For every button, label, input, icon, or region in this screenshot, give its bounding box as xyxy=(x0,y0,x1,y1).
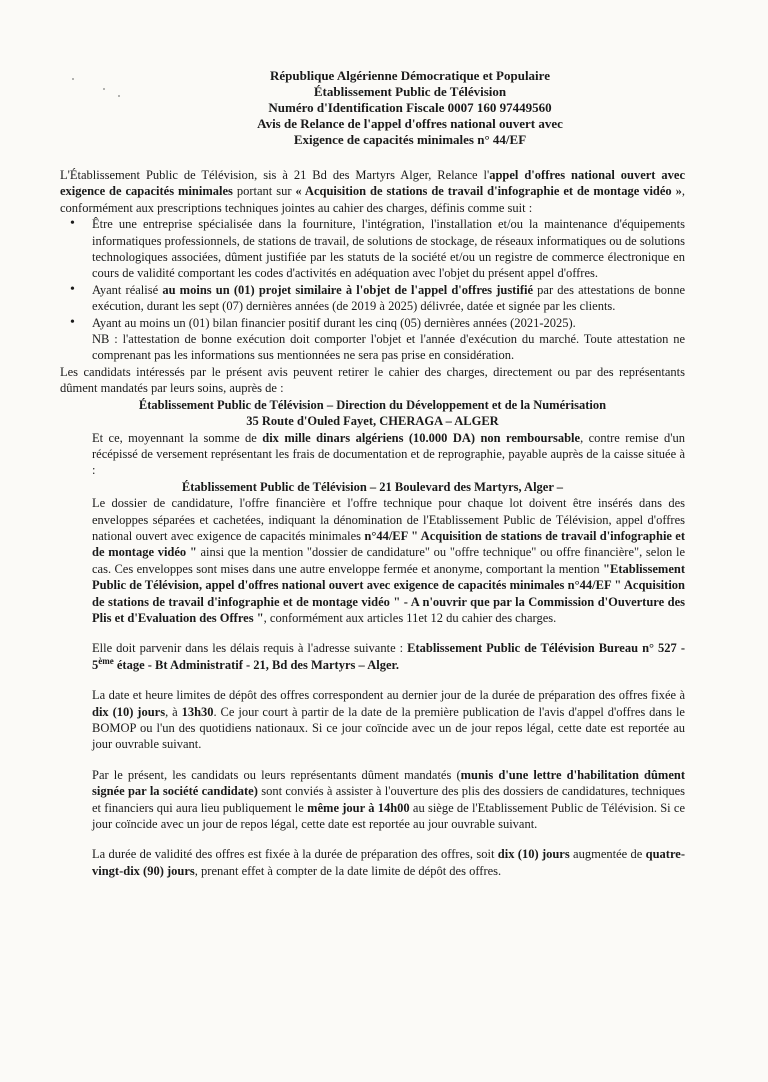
intro-bold-subject: « Acquisition de stations de travail d'infographie et de montage vidéo » xyxy=(295,184,682,199)
criteria-bold: au moins un (01) projet similaire à l'objet de l'appel d'offres justifié xyxy=(162,282,534,297)
depot-paragraph xyxy=(60,640,685,673)
opening-bold: munis d'une lettre d'habilitation dûment signée par la société candidate) xyxy=(92,767,685,799)
retrait-paragraph: Les candidats intéressés par le présent avis peuvent retirer le cahier des charges, directement ou par des représentants dûment mandatés par leurs soins, auprès de : xyxy=(60,364,685,396)
payment-text: Et ce, moyennant la somme de xyxy=(92,430,263,445)
dossier-bold: "Etablissement Public de Télévision, appel d'offres national ouvert avec exigence de capacités minimales n°44/EF " Acquisition de stations de travail d'infographie et de montage vidéo " - A n'ouvrir que par la Commission d'Ouverture des Plis et d'Evaluation des Offres " xyxy=(92,561,685,625)
retrait-address-1: Établissement Public de Télévision – Direction du Développement et de la Numérisation xyxy=(138,397,607,412)
validity-paragraph xyxy=(60,846,685,879)
payment-bold: dix mille dinars algériens (10.000 DA) non remboursable xyxy=(262,430,581,445)
dossier-text: ainsi que la mention "dossier de candidature" ou "offre technique" ou offre financière", selon le cas. Ces enveloppes sont mises dans une autre enveloppe fermée et anonyme, comportant la mention xyxy=(92,545,685,576)
criteria-text: par des attestations de bonne exécution, durant les sept (07) dernières années (de 2019 à 2025) délivrée, datée et signée par les clients. xyxy=(92,282,685,314)
validity-text: augmentée de xyxy=(569,847,646,862)
deadline-paragraph xyxy=(60,687,685,753)
deadline-text: . Ce jour court à partir de la date de la première publication de l'avis d'appel d'offres dans le BOMOP ou l'un des quotidiens nationaux. Si ce jour coïncide avec un de jour repos légal, cette date est reportée au jour ouvrable suivant. xyxy=(92,704,685,752)
dossier-paragraph xyxy=(60,495,685,626)
dossier-text: , conformément aux articles 11et 12 du cahier des charges. xyxy=(263,610,557,625)
validity-text: La durée de validité des offres est fixée à la durée de préparation des offres, soit xyxy=(92,847,498,862)
dossier-bold: n°44/EF " Acquisition de stations de travail d'infographie et de montage vidéo " xyxy=(92,528,686,560)
intro-bold-tender: appel d'offres national ouvert avec exigence de capacités minimales xyxy=(60,168,685,199)
intro-text: portant sur xyxy=(232,184,296,199)
deadline-bold-time: 13h30 xyxy=(181,704,214,719)
criteria-nb: NB : l'attestation de bonne exécution doit comporter l'objet et l'année d'exécution du marché. Toute attestation ne comprenant pas les informations sus mentionnées ne sera pas prise en considération. xyxy=(92,332,685,363)
header-notice-number: Exigence de capacités minimales n° 44/EF xyxy=(293,132,527,147)
intro-paragraph xyxy=(60,167,685,216)
scan-speck xyxy=(118,95,120,97)
criteria-text: Ayant au moins un (01) bilan financier positif durant les cinq (05) dernières années (2021-2025). xyxy=(92,315,576,330)
opening-text: sont conviés à assister à l'ouverture des plis des dossiers de candidatures, techniques et financiers qui aura lieu publiquement le xyxy=(92,784,685,815)
retrait-address-2: 35 Route d'Ouled Fayet, CHERAGA – ALGER xyxy=(246,414,499,429)
opening-text: Par le présent, les candidats ou leurs représentants dûment mandatés ( xyxy=(92,767,461,782)
criteria-text: Être une entreprise spécialisée dans la fourniture, l'intégration, l'installation et/ou la maintenance d'équipements informatiques professionnels, de stations de travail, de solutions de stockage, de réseaux informatiques ou de solutions technologiques associées, dûment justifiée par les statuts de la société et/ou un registre de commerce électronique en cours de validité comportant les codes d'activités en adéquation avec l'objet du présent appel d'offres. xyxy=(92,217,685,281)
deadline-bold-days: dix (10) jours xyxy=(92,704,166,719)
dossier-text: Le dossier de candidature, l'offre financière et l'offre technique pour chaque lot doivent être insérés dans des enveloppes séparées et cachetées, indiquant la dénomination de l'Etablissement Public de Télévision, appel d'offres national ouvert avec exigence de capacités minimales xyxy=(92,496,685,543)
criteria-text: Ayant réalisé xyxy=(92,282,163,297)
depot-bold: Etablissement Public de Télévision Bureau n° 527 - 5 xyxy=(92,641,685,672)
deadline-text: La date et heure limites de dépôt des offres correspondent au dernier jour de la durée de préparation des offres fixée à xyxy=(92,688,685,703)
depot-bold: étage - Bt Administratif - 21, Bd des Martyrs – Alger. xyxy=(113,657,400,672)
depot-superscript: ème xyxy=(98,655,114,666)
header-republic: République Algérienne Démocratique et Populaire xyxy=(270,68,550,83)
criteria-item xyxy=(92,282,685,315)
opening-paragraph xyxy=(60,767,685,833)
opening-text: au siège de l'Etablissement Public de Télévision. Si ce jour coïncide avec un jour de repos légal, cette date est reportée au jour ouvrable suivant. xyxy=(92,800,686,832)
criteria-item xyxy=(92,315,685,364)
deadline-text: , à xyxy=(165,704,182,719)
validity-text: , prenant effet à compter de la date limite de dépôt des offres. xyxy=(194,863,502,878)
scan-speck xyxy=(103,88,105,90)
document-header xyxy=(140,68,680,148)
scan-speck xyxy=(72,78,74,80)
depot-text: Elle doit parvenir dans les délais requis à l'adresse suivante : xyxy=(92,641,408,656)
intro-text: L'Établissement Public de Télévision, sis à 21 Bd des Martyrs Alger, Relance l' xyxy=(60,168,490,182)
cashier-address: Établissement Public de Télévision – 21 Boulevard des Martyrs, Alger – xyxy=(181,479,564,494)
criteria-list xyxy=(60,216,685,364)
payment-paragraph xyxy=(60,430,685,479)
payment-text: , contre remise d'un récépissé de versement représentant les frais de documentation et de reprographie, payable auprès de la caisse située à : xyxy=(92,430,685,478)
criteria-item xyxy=(92,216,685,282)
document-body xyxy=(60,167,685,879)
header-tax-id: Numéro d'Identification Fiscale 0007 160 97449560 xyxy=(268,100,552,115)
validity-bold: dix (10) jours xyxy=(497,847,570,862)
header-establishment: Établissement Public de Télévision xyxy=(313,84,507,99)
intro-text: , conformément aux prescriptions techniques jointes au cahier des charges, définis comme suit : xyxy=(60,184,685,215)
opening-bold-time: même jour à 14h00 xyxy=(307,800,410,815)
validity-bold: quatre-vingt-dix (90) jours xyxy=(92,847,686,878)
header-notice-title: Avis de Relance de l'appel d'offres national ouvert avec xyxy=(257,116,563,131)
